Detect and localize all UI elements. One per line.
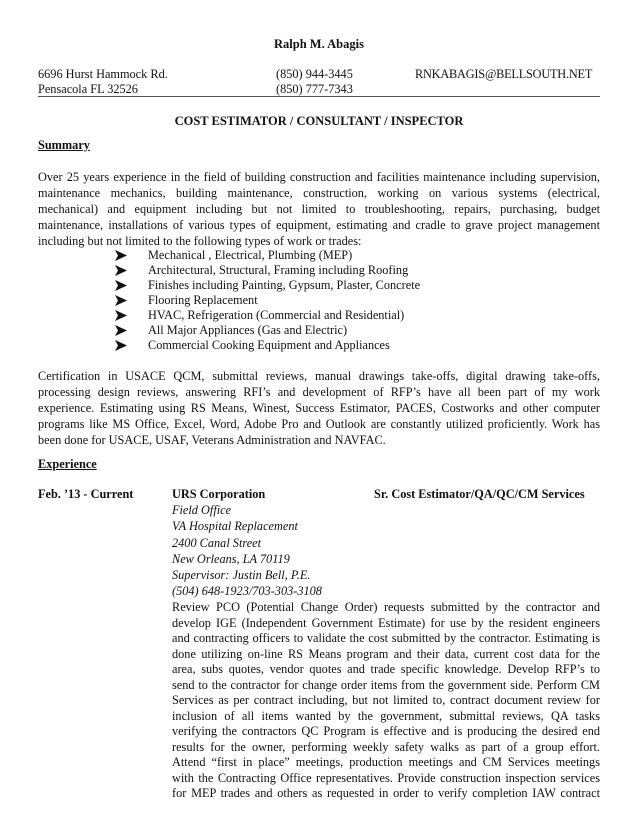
candidate-name: Ralph M. Abagis [274,37,364,51]
resume-title: COST ESTIMATOR / CONSULTANT / INSPECTOR [174,114,464,128]
job-description [172,600,600,802]
list-item [114,308,420,323]
arrow-bullet-icon [114,263,128,278]
summary-heading: Summary [38,138,90,152]
bullet-text: Commercial Cooking Equipment and Appliances [148,338,390,352]
cert-line: programs like MS Office, Excel, Word, Adobe Pro and Outlook are constantly utilized proficiently. Work has [38,417,600,431]
job-company: URS Corporation [172,487,266,501]
list-item [114,263,420,278]
description-line: for MEP trades and others as requested in order to verify completion IAW contract [172,786,600,800]
description-line: results for the owner, performing weekly safety walks as part of a group effort. [172,739,600,754]
experience-heading: Experience [38,457,97,471]
email-address: RNKABAGIS@BELLSOUTH.NET [415,67,593,81]
arrow-bullet-icon [114,293,128,308]
header-divider [38,96,600,97]
address-line-1: 6696 Hurst Hammock Rd. [38,67,168,81]
bullet-text: All Major Appliances (Gas and Electric) [148,323,348,337]
list-item [114,293,420,308]
description-line: verifying the contractors QC Program is effective and is producing the desired end [172,724,600,738]
description-line: and contracting officers to validate the cost submitted by the contractor. Estimating is [172,631,600,645]
job-role: Sr. Cost Estimator/QA/QC/CM Services [374,487,585,501]
description-line: inclusion of all items wanted by the government, submittal reviews, QA tasks [172,708,600,723]
bullet-text: Architectural, Structural, Framing including Roofing [148,263,409,277]
description-line: develop IGE (Independent Government Estimate) for use by the resident engineers [172,615,600,630]
summary-line: Over 25 years experience in the field of building construction and facilities maintenance including supervision, [38,170,600,184]
arrow-bullet-icon [114,338,128,353]
phone-primary: (850) 944-3445 [276,67,353,81]
job-dates: Feb. ’13 - Current [38,487,134,501]
trades-list [114,248,420,353]
certification-paragraph [38,368,600,448]
description-line: Attend “first in place” meetings, production meetings and CM Services meetings [172,755,600,769]
arrow-bullet-icon [114,323,128,338]
list-item [114,278,420,293]
summary-line: including but not limited to the following types of work or trades: [38,234,362,248]
list-item [114,323,420,338]
description-line: with the Contracting Office representatives. Provide construction inspection services [172,770,600,785]
bullet-text: Flooring Replacement [148,293,258,307]
address-line-2: Pensacola FL 32526 [38,82,138,96]
job-office-details [172,502,322,600]
description-line: Services as per contract including, but not limited to, contract document review for [172,693,600,707]
cert-line: been done for USACE, USAF, Veterans Administration and NAVFAC. [38,433,386,447]
arrow-bullet-icon [114,248,128,263]
summary-line: mechanical) and equipment including but not limited to troubleshooting, repairs, purchasing, budget [38,202,600,216]
office-detail-line: VA Hospital Replacement [172,519,298,534]
bullet-text: HVAC, Refrigeration (Commercial and Residential) [148,308,405,322]
office-detail-line: Field Office [172,503,232,517]
cert-line: experience. Estimating using RS Means, Winest, Success Estimator, PACES, Costworks and other computer [38,401,600,415]
arrow-bullet-icon [114,308,128,323]
office-detail-line: New Orleans, LA 70119 [172,551,290,566]
cert-line: processing design reviews, answering RFI’s and development of RFP’s have all been part of my work [38,385,600,399]
description-line: send to the contractor for change order items from the government side. Perform CM [172,677,600,692]
description-line: done utilizing on-line RS Means program and their data, current cost data for the [172,646,600,661]
office-detail-line: (504) 648-1923/703-303-3108 [172,584,322,599]
list-item [114,248,420,263]
summary-line: maintenance, installations of various types of equipment, estimating and cradle to grave project management [38,218,600,232]
bullet-text: Finishes including Painting, Gypsum, Plaster, Concrete [148,278,421,292]
bullet-text: Mechanical , Electrical, Plumbing (MEP) [148,248,353,262]
list-item [114,338,420,353]
summary-line: maintenance mechanics, building maintenance, construction, working on various systems (electrical, [38,186,600,200]
description-line: area, subs quotes, vendor quotes and trade specific knowledge. Develop RFP’s to [172,662,600,676]
arrow-bullet-icon [114,278,128,293]
summary-paragraph [38,169,600,249]
description-line: Review PCO (Potential Change Order) requests submitted by the contractor and [172,600,600,614]
office-detail-line: Supervisor: Justin Bell, P.E. [172,568,311,583]
office-detail-line: 2400 Canal Street [172,535,262,550]
phone-secondary: (850) 777-7343 [276,82,353,96]
cert-line: Certification in USACE QCM, submittal reviews, manual drawings take-offs, digital drawing take-offs, [38,369,600,383]
